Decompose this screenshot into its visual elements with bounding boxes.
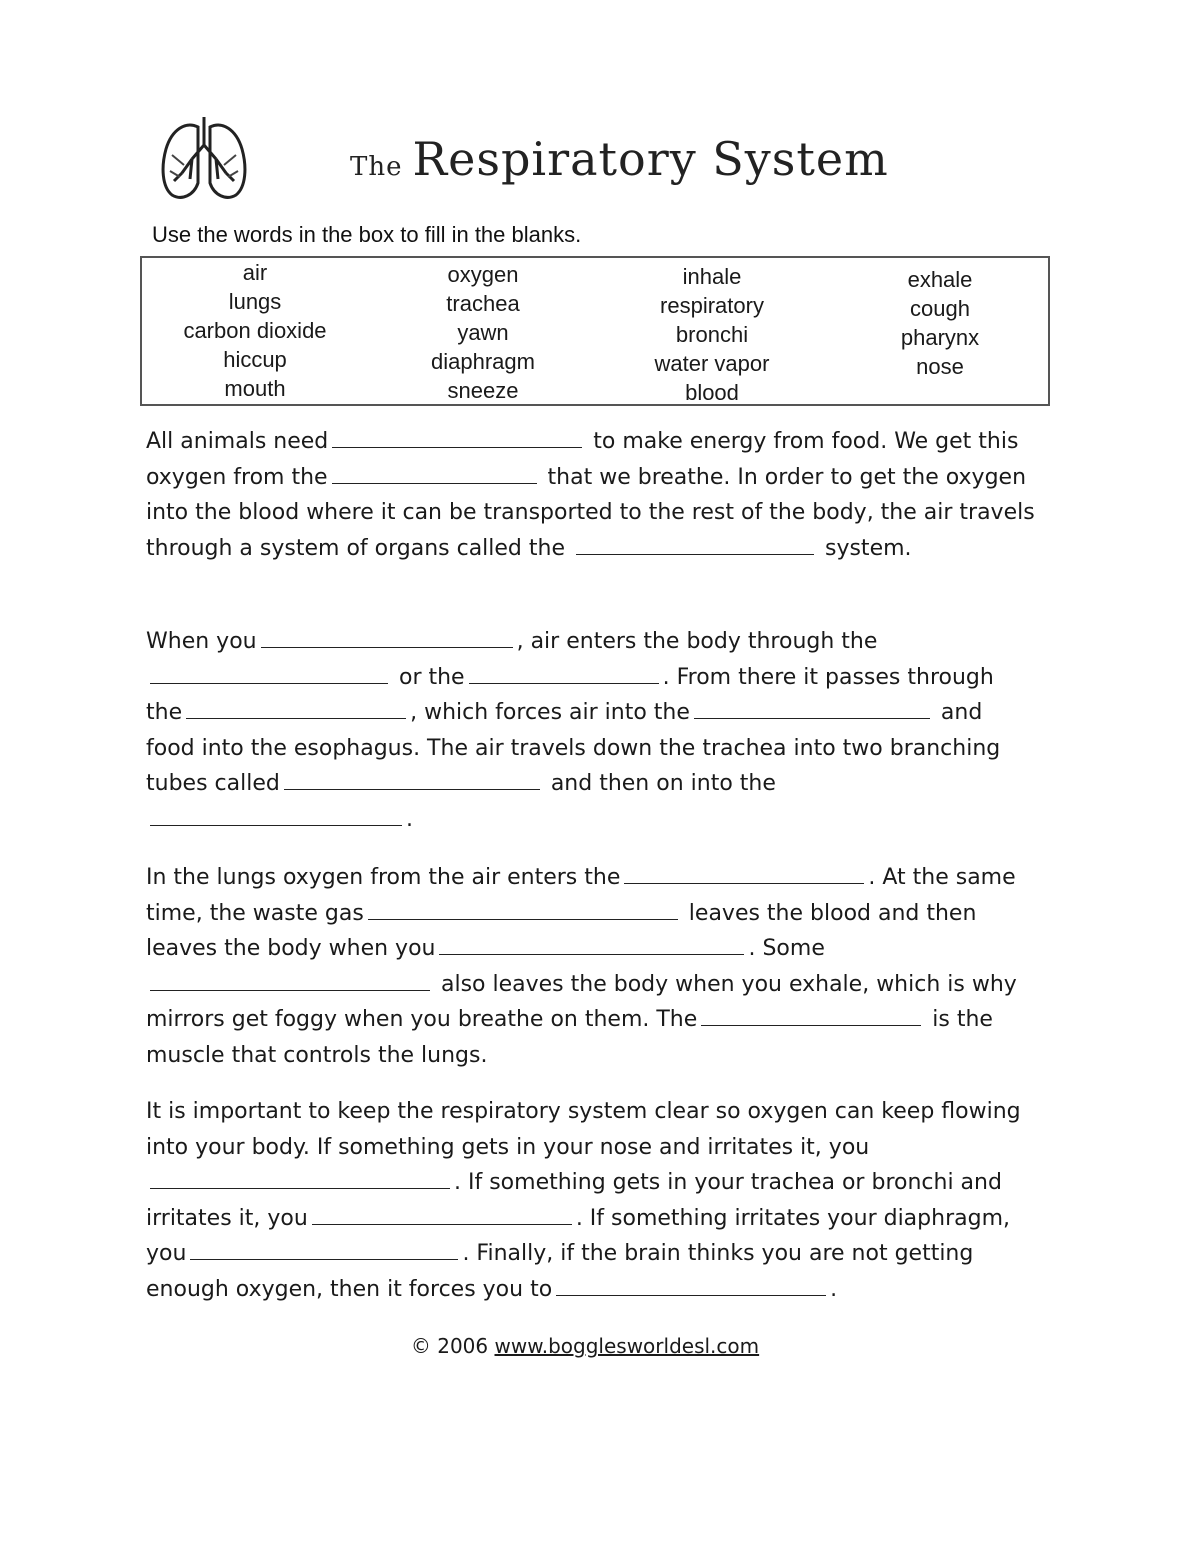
word-bank-item: inhale: [682, 264, 742, 289]
paragraph-3: [146, 860, 1036, 1073]
word-bank-item: oxygen: [447, 262, 519, 287]
worksheet-title: [350, 132, 889, 186]
paragraph-text: and then on into the: [543, 771, 776, 796]
paragraph-text: .: [406, 806, 413, 832]
word-bank-column-4: [825, 265, 1055, 381]
answer-blank[interactable]: [469, 661, 659, 684]
answer-blank[interactable]: [332, 425, 582, 448]
word-bank-column-3: [597, 262, 827, 407]
word-bank-item: water vapor: [654, 351, 770, 376]
paragraph-text: When you: [146, 629, 257, 654]
word-bank-item: bronchi: [675, 322, 749, 347]
word-bank-item: carbon dioxide: [183, 318, 327, 343]
paragraph-1: [146, 424, 1036, 566]
answer-blank[interactable]: [624, 861, 864, 884]
word-bank-item: mouth: [224, 376, 286, 401]
lungs-icon: [158, 115, 250, 201]
word-bank-item: trachea: [446, 291, 520, 316]
worksheet-header: [150, 110, 1050, 210]
word-bank-item: blood: [685, 380, 739, 405]
answer-blank[interactable]: [701, 1003, 921, 1026]
word-bank-item: nose: [916, 354, 964, 379]
paragraph-text: that we breathe. In order to get the oxygen into the blood where it can be transported to the rest of the body, the air travels through a system of organs called the: [146, 464, 1035, 561]
paragraph-text: system.: [818, 535, 912, 561]
paragraph-text: .: [830, 1276, 838, 1302]
paragraph-text: to make energy from food. We get this oxygen from the: [146, 429, 1019, 490]
answer-blank[interactable]: [261, 625, 513, 648]
instructions: Use the words in the box to fill in the blanks.: [152, 222, 582, 247]
paragraph-text: also leaves the body when you exhale, which is why mirrors get foggy when you breathe on them. The: [146, 971, 1017, 1032]
answer-blank[interactable]: [150, 968, 430, 991]
paragraph-text: and food into the esophagus. The air travels down the trachea into two branching tubes called: [146, 700, 1001, 796]
paragraph-4: [146, 1094, 1036, 1307]
answer-blank[interactable]: [284, 767, 540, 790]
paragraph-text: . Some: [748, 936, 825, 961]
word-bank-item: pharynx: [900, 325, 980, 350]
paragraph-text: or the: [392, 664, 465, 690]
footer: [0, 1334, 1170, 1358]
word-bank-item: exhale: [907, 267, 973, 292]
answer-blank[interactable]: [186, 696, 406, 719]
paragraph-text: . At the same time, the waste gas: [146, 865, 1016, 926]
answer-blank[interactable]: [150, 1166, 450, 1189]
paragraph-text: , which forces air into the: [410, 700, 690, 725]
answer-blank[interactable]: [190, 1237, 458, 1260]
word-bank-item: lungs: [228, 289, 282, 314]
answer-blank[interactable]: [694, 696, 930, 719]
answer-blank[interactable]: [576, 532, 814, 555]
footer-link[interactable]: www.bogglesworldesl.com: [494, 1334, 760, 1358]
title-prefix: The: [350, 152, 403, 182]
word-bank-item: hiccup: [223, 347, 287, 372]
word-bank-item: respiratory: [660, 293, 764, 318]
answer-blank[interactable]: [150, 661, 388, 684]
paragraph-text: is the muscle that controls the lungs.: [146, 1007, 993, 1068]
answer-blank[interactable]: [150, 803, 402, 826]
word-bank-item: diaphragm: [431, 349, 535, 374]
word-bank-item: air: [242, 260, 268, 285]
word-bank: [140, 256, 1050, 406]
word-bank-column-1: [140, 258, 370, 403]
paragraph-text: leaves the blood and then leaves the body when you: [146, 900, 977, 961]
paragraph-text: It is important to keep the respiratory system clear so oxygen can keep flowing into your body. If something gets in your nose and irritates it, you: [146, 1099, 1021, 1160]
paragraph-text: . Finally, if the brain thinks you are not getting enough oxygen, then it forces you to: [146, 1241, 974, 1302]
paragraph-text: , air enters the body through the: [516, 629, 878, 654]
answer-blank[interactable]: [368, 897, 678, 920]
answer-blank[interactable]: [312, 1202, 572, 1225]
paragraph-text: All animals need: [146, 429, 329, 454]
answer-blank[interactable]: [439, 932, 744, 955]
word-bank-column-2: [368, 260, 598, 405]
answer-blank[interactable]: [332, 461, 537, 484]
paragraph-2: [146, 624, 1036, 837]
paragraph-text: In the lungs oxygen from the air enters the: [146, 865, 621, 890]
word-bank-item: cough: [910, 296, 970, 321]
title-main: Respiratory System: [412, 132, 889, 186]
paragraph-text: . If something gets in your trachea or bronchi and irritates it, you: [146, 1170, 1002, 1231]
copyright-text: © 2006: [410, 1334, 489, 1358]
word-bank-item: sneeze: [447, 378, 519, 403]
word-bank-item: yawn: [457, 320, 509, 345]
paragraph-text: . From there it passes through the: [146, 664, 994, 725]
paragraph-text: . If something irritates your diaphragm, you: [146, 1205, 1010, 1266]
answer-blank[interactable]: [556, 1273, 826, 1296]
